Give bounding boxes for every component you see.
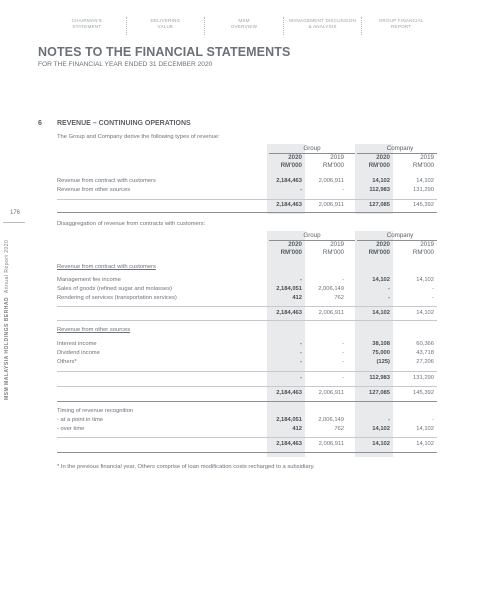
row-label: Revenue from contract with customers bbox=[57, 178, 156, 184]
cell-value: 2,184,463 bbox=[276, 441, 302, 447]
cell-value: 14,102 bbox=[372, 441, 390, 447]
cell-value: - bbox=[432, 417, 434, 423]
cell-value: 75,000 bbox=[372, 350, 390, 356]
divider bbox=[57, 306, 437, 307]
unit-label: RM'000 bbox=[280, 162, 302, 169]
nav-chairmans-statement[interactable]: CHAIRMAN'S STATEMENT bbox=[71, 18, 103, 29]
cell-value: - bbox=[388, 417, 390, 423]
cell-value: - bbox=[300, 187, 302, 193]
section-heading-row bbox=[57, 264, 437, 273]
cell-value: 2,006,149 bbox=[318, 417, 344, 423]
col-group-2020 bbox=[262, 154, 302, 170]
unit-label: RM'000 bbox=[368, 162, 390, 169]
col-company-2020 bbox=[350, 241, 390, 257]
cell-value: - bbox=[300, 350, 302, 356]
section-heading-row bbox=[57, 408, 437, 417]
section-title: REVENUE – CONTINUING OPERATIONS bbox=[57, 120, 191, 127]
table-row bbox=[57, 286, 437, 295]
cell-value: - bbox=[388, 286, 390, 292]
year-label: 2019 bbox=[330, 154, 344, 161]
cell-value: 145,392 bbox=[413, 390, 434, 396]
table-total-row bbox=[57, 390, 437, 399]
unit-label: RM'000 bbox=[280, 249, 302, 256]
nav-delivering-value[interactable]: DELIVERING VALUE bbox=[150, 18, 181, 29]
cell-value: 60,366 bbox=[416, 341, 434, 347]
cell-value: - bbox=[432, 286, 434, 292]
table-row bbox=[57, 350, 437, 359]
table-row bbox=[57, 277, 437, 286]
cell-value: - bbox=[342, 350, 344, 356]
cell-value: 762 bbox=[334, 295, 344, 301]
nav-group-financial-report[interactable]: GROUP FINANCIAL REPORT bbox=[378, 18, 424, 29]
col-group-2019 bbox=[304, 154, 344, 170]
cell-value: 2,006,911 bbox=[318, 441, 344, 447]
unit-label: RM'000 bbox=[412, 162, 434, 169]
row-label: - at a point in time bbox=[57, 417, 104, 423]
table-row bbox=[57, 417, 437, 426]
cell-value: - bbox=[432, 295, 434, 301]
cell-value: 2,184,463 bbox=[276, 202, 302, 208]
row-label: Others* bbox=[57, 359, 77, 365]
cell-value: 43,718 bbox=[416, 350, 434, 356]
page-number: 176 bbox=[9, 210, 20, 216]
cell-value: 14,102 bbox=[372, 178, 390, 184]
table-row bbox=[57, 359, 437, 368]
section-heading-row bbox=[57, 327, 437, 336]
divider bbox=[57, 320, 437, 321]
company-header: Company bbox=[386, 232, 414, 239]
cell-value: 2,184,463 bbox=[276, 390, 302, 396]
section-intro: The Group and Company derive the following types of revenue: bbox=[57, 134, 220, 140]
cell-value: 2,184,051 bbox=[276, 417, 302, 423]
divider bbox=[57, 437, 437, 438]
table-row bbox=[57, 295, 437, 304]
cell-value: 14,102 bbox=[416, 178, 434, 184]
side-report-label bbox=[4, 200, 10, 400]
cell-value: 145,392 bbox=[413, 202, 434, 208]
table-row bbox=[57, 341, 437, 350]
row-label: Revenue from other sources bbox=[57, 187, 131, 193]
cell-value: 412 bbox=[292, 426, 302, 432]
row-label: Management fee income bbox=[57, 277, 121, 283]
group-header: Group bbox=[303, 145, 321, 152]
unit-label: RM'000 bbox=[368, 249, 390, 256]
year-label: 2020 bbox=[376, 241, 390, 248]
year-label: 2020 bbox=[288, 154, 302, 161]
cell-value: 38,108 bbox=[372, 341, 390, 347]
cell-value: 762 bbox=[334, 426, 344, 432]
col-company-2019 bbox=[394, 241, 434, 257]
revenue-summary-table bbox=[57, 144, 437, 214]
cell-value: 14,102 bbox=[416, 277, 434, 283]
year-label: 2020 bbox=[288, 241, 302, 248]
cell-value: 14,102 bbox=[372, 426, 390, 432]
cell-value: - bbox=[342, 187, 344, 193]
divider bbox=[57, 401, 437, 402]
cell-value: - bbox=[342, 359, 344, 365]
cell-value: - bbox=[300, 375, 302, 381]
unit-label: RM'000 bbox=[322, 162, 344, 169]
cell-value: - bbox=[300, 359, 302, 365]
cell-value: 14,102 bbox=[416, 310, 434, 316]
divider bbox=[57, 212, 437, 213]
year-label: 2019 bbox=[330, 241, 344, 248]
year-label: 2019 bbox=[420, 154, 434, 161]
table-row bbox=[57, 426, 437, 435]
nav-msm-overview[interactable]: MSM OVERVIEW bbox=[230, 18, 258, 29]
divider bbox=[57, 386, 437, 387]
nav-management-discussion[interactable]: MANAGEMENT DISCUSSION & ANALYSIS bbox=[289, 18, 357, 29]
top-navigation bbox=[48, 17, 440, 37]
footnote: * In the previous financial year, Others comprise of loan modification costs recharged to a subsidiary. bbox=[57, 464, 315, 470]
page-title: NOTES TO THE FINANCIAL STATEMENTS bbox=[38, 45, 291, 59]
other-sources-heading: Revenue from other sources bbox=[57, 327, 131, 333]
table-total-row bbox=[57, 202, 437, 211]
cell-value: (125) bbox=[376, 359, 390, 365]
cell-value: 127,085 bbox=[369, 202, 390, 208]
revenue-disaggregation-table bbox=[57, 231, 437, 457]
cell-value: 14,102 bbox=[372, 277, 390, 283]
divider bbox=[57, 199, 437, 200]
cell-value: 2,184,463 bbox=[276, 310, 302, 316]
cell-value: 14,102 bbox=[372, 310, 390, 316]
side-company-name: MSM MALAYSIA HOLDINGS BERHAD bbox=[4, 296, 10, 400]
cell-value: 2,006,911 bbox=[318, 390, 344, 396]
cell-value: 2,006,149 bbox=[318, 286, 344, 292]
cell-value: - bbox=[300, 277, 302, 283]
divider bbox=[57, 452, 437, 453]
group-header: Group bbox=[303, 232, 321, 239]
cell-value: 112,983 bbox=[369, 375, 390, 381]
disaggregation-intro: Disaggregation of revenue from contracts with customers: bbox=[57, 221, 206, 227]
cell-value: 131,290 bbox=[413, 187, 434, 193]
year-label: 2020 bbox=[376, 154, 390, 161]
row-label: Interest income bbox=[57, 341, 97, 347]
cell-value: 14,102 bbox=[416, 426, 434, 432]
col-company-2020 bbox=[350, 154, 390, 170]
cell-value: - bbox=[342, 277, 344, 283]
cell-value: 2,006,911 bbox=[318, 178, 344, 184]
cell-value: 2,006,911 bbox=[318, 310, 344, 316]
cell-value: 14,102 bbox=[416, 441, 434, 447]
unit-label: RM'000 bbox=[412, 249, 434, 256]
side-report-name: Annual Report 2020 bbox=[4, 239, 10, 294]
timing-heading: Timing of revenue recognition bbox=[57, 408, 134, 414]
table-row bbox=[57, 178, 437, 187]
cell-value: 2,184,051 bbox=[276, 286, 302, 292]
company-header: Company bbox=[386, 145, 414, 152]
cell-value: - bbox=[342, 375, 344, 381]
page-subtitle: FOR THE FINANCIAL YEAR ENDED 31 DECEMBER 2020 bbox=[38, 61, 213, 68]
year-label: 2019 bbox=[420, 241, 434, 248]
cell-value: 131,290 bbox=[413, 375, 434, 381]
divider bbox=[57, 371, 437, 372]
cell-value: 127,085 bbox=[369, 390, 390, 396]
cell-value: 112,983 bbox=[369, 187, 390, 193]
table-subtotal-row bbox=[57, 310, 437, 319]
row-label: Sales of goods (refined sugar and molasses) bbox=[57, 286, 173, 292]
col-company-2019 bbox=[394, 154, 434, 170]
table-row bbox=[57, 187, 437, 196]
cell-value: - bbox=[342, 341, 344, 347]
row-label: - over time bbox=[57, 426, 85, 432]
col-group-2020 bbox=[262, 241, 302, 257]
table-total-row bbox=[57, 441, 437, 450]
unit-label: RM'000 bbox=[322, 249, 344, 256]
cell-value: 2,006,911 bbox=[318, 202, 344, 208]
cell-value: 2,184,463 bbox=[276, 178, 302, 184]
cell-value: 412 bbox=[292, 295, 302, 301]
col-group-2019 bbox=[304, 241, 344, 257]
cell-value: - bbox=[300, 341, 302, 347]
row-label: Rendering of services (transportation services) bbox=[57, 295, 177, 301]
row-label: Dividend income bbox=[57, 350, 100, 356]
table-subtotal-row bbox=[57, 375, 437, 384]
contract-heading: Revenue from contract with customers bbox=[57, 264, 156, 270]
cell-value: - bbox=[388, 295, 390, 301]
cell-value: 27,206 bbox=[416, 359, 434, 365]
section-number: 6 bbox=[38, 120, 42, 127]
